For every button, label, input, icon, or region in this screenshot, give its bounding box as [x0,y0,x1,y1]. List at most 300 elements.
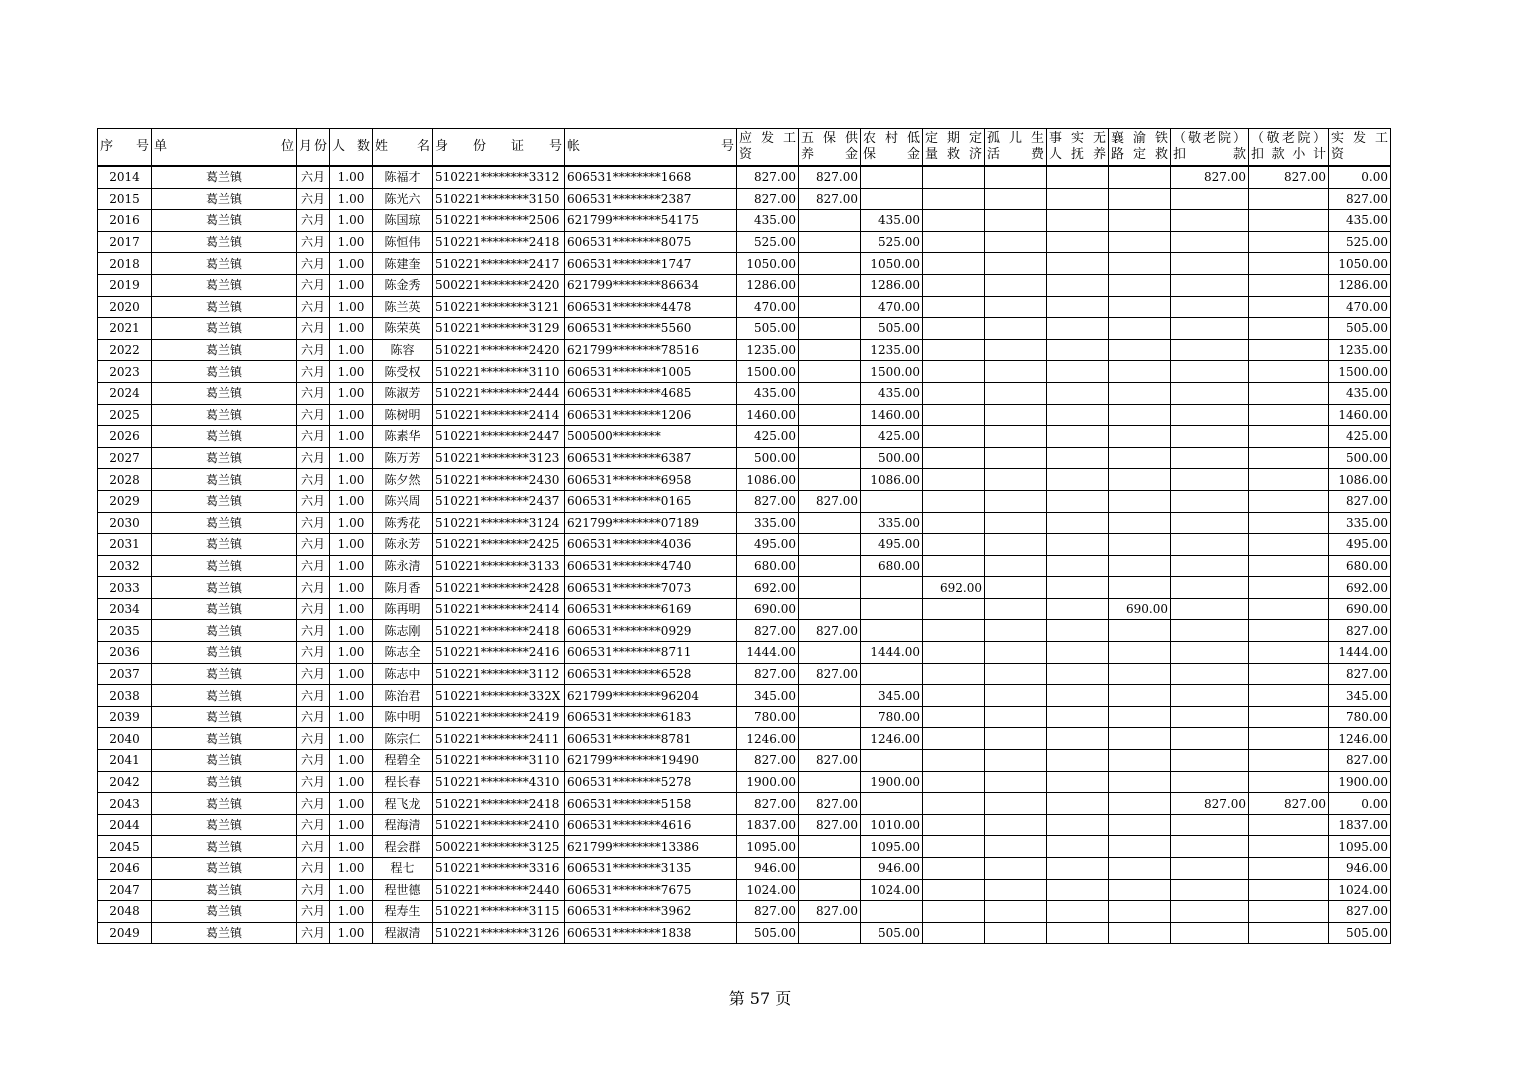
cell-id: 510221********2411 [433,728,565,750]
cell-wubao [799,555,861,577]
cell-xiangyu [1109,231,1171,253]
cell-gross: 470.00 [737,296,799,318]
cell-jlykk [1171,620,1249,642]
cell-dingqi [923,210,985,232]
cell-jlykk-subtotal [1249,188,1329,210]
cell-jlykk-subtotal [1249,728,1329,750]
cell-unit: 葛兰镇 [152,404,297,426]
cell-shishi [1047,814,1109,836]
cell-xiangyu [1109,793,1171,815]
cell-gross: 827.00 [737,793,799,815]
header-row [98,129,1391,167]
header-name-left: 姓 [375,139,389,154]
cell-jlykk: 827.00 [1171,166,1249,188]
cell-gross: 335.00 [737,512,799,534]
cell-persons: 1.00 [330,555,373,577]
cell-wubao [799,512,861,534]
cell-guer [985,771,1047,793]
cell-guer [985,426,1047,448]
cell-dingqi [923,814,985,836]
cell-guer [985,836,1047,858]
cell-account: 606531********2387 [565,188,737,210]
cell-persons: 1.00 [330,750,373,772]
table-header [98,129,1391,167]
cell-shishi [1047,382,1109,404]
cell-wubao: 827.00 [799,166,861,188]
cell-jlykk-subtotal [1249,555,1329,577]
cell-xiangyu [1109,685,1171,707]
cell-account: 606531********3962 [565,901,737,923]
cell-shishi [1047,836,1109,858]
cell-account: 621799********07189 [565,512,737,534]
cell-month: 六月 [297,793,330,815]
cell-month: 六月 [297,858,330,880]
cell-dibao: 525.00 [861,231,923,253]
cell-month: 六月 [297,685,330,707]
cell-seq: 2046 [98,858,152,880]
cell-account: 606531********4478 [565,296,737,318]
cell-name: 陈容 [373,339,433,361]
cell-dingqi [923,296,985,318]
header-c10-line1: 实 发 工 [1331,131,1388,146]
cell-shishi [1047,512,1109,534]
cell-id: 510221********2417 [433,253,565,275]
header-c6 [1047,129,1109,167]
cell-id: 510221********2419 [433,706,565,728]
cell-seq: 2033 [98,577,152,599]
cell-wubao [799,231,861,253]
cell-account: 606531********4036 [565,534,737,556]
cell-wubao [799,728,861,750]
cell-jlykk [1171,642,1249,664]
table-row [98,512,1391,534]
table-row [98,253,1391,275]
cell-net: 425.00 [1329,426,1391,448]
table-row [98,728,1391,750]
table-row [98,447,1391,469]
cell-net: 435.00 [1329,210,1391,232]
table-body [98,166,1391,944]
cell-unit: 葛兰镇 [152,512,297,534]
cell-jlykk-subtotal: 827.00 [1249,166,1329,188]
cell-jlykk-subtotal [1249,642,1329,664]
cell-jlykk [1171,771,1249,793]
cell-unit: 葛兰镇 [152,469,297,491]
cell-id: 510221********2428 [433,577,565,599]
cell-gross: 690.00 [737,598,799,620]
cell-net: 1024.00 [1329,879,1391,901]
cell-month: 六月 [297,426,330,448]
cell-gross: 500.00 [737,447,799,469]
cell-shishi [1047,490,1109,512]
cell-net: 505.00 [1329,318,1391,340]
cell-jlykk-subtotal [1249,339,1329,361]
cell-account: 621799********78516 [565,339,737,361]
cell-unit: 葛兰镇 [152,188,297,210]
cell-gross: 680.00 [737,555,799,577]
cell-dingqi [923,447,985,469]
cell-persons: 1.00 [330,728,373,750]
cell-dingqi [923,361,985,383]
cell-shishi [1047,296,1109,318]
cell-jlykk [1171,901,1249,923]
cell-month: 六月 [297,642,330,664]
cell-wubao [799,404,861,426]
cell-account: 621799********86634 [565,274,737,296]
cell-unit: 葛兰镇 [152,210,297,232]
cell-account: 606531********8781 [565,728,737,750]
cell-shishi [1047,771,1109,793]
cell-unit: 葛兰镇 [152,382,297,404]
cell-id: 510221********2410 [433,814,565,836]
cell-account: 606531********4685 [565,382,737,404]
cell-unit: 葛兰镇 [152,922,297,944]
cell-unit: 葛兰镇 [152,318,297,340]
table-row [98,339,1391,361]
cell-jlykk-subtotal [1249,598,1329,620]
cell-persons: 1.00 [330,901,373,923]
cell-gross: 1837.00 [737,814,799,836]
cell-account: 606531********6169 [565,598,737,620]
cell-seq: 2028 [98,469,152,491]
cell-dibao: 1050.00 [861,253,923,275]
cell-shishi [1047,253,1109,275]
cell-unit: 葛兰镇 [152,426,297,448]
cell-jlykk-subtotal [1249,750,1329,772]
cell-account: 606531********8711 [565,642,737,664]
cell-gross: 1500.00 [737,361,799,383]
header-c7-line1: 襄 渝 铁 [1111,131,1168,146]
cell-month: 六月 [297,534,330,556]
cell-net: 827.00 [1329,901,1391,923]
cell-gross: 1024.00 [737,879,799,901]
cell-xiangyu [1109,382,1171,404]
cell-account: 621799********96204 [565,685,737,707]
cell-net: 827.00 [1329,663,1391,685]
cell-month: 六月 [297,706,330,728]
cell-dibao [861,750,923,772]
cell-jlykk [1171,210,1249,232]
cell-xiangyu [1109,490,1171,512]
cell-dibao: 680.00 [861,555,923,577]
cell-dibao: 345.00 [861,685,923,707]
cell-id: 510221********3316 [433,858,565,880]
cell-wubao: 827.00 [799,620,861,642]
cell-seq: 2017 [98,231,152,253]
cell-shishi [1047,404,1109,426]
cell-net: 1050.00 [1329,253,1391,275]
cell-net: 470.00 [1329,296,1391,318]
cell-name: 陈恒伟 [373,231,433,253]
cell-net: 500.00 [1329,447,1391,469]
cell-shishi [1047,188,1109,210]
cell-shishi [1047,534,1109,556]
cell-wubao [799,296,861,318]
cell-xiangyu [1109,750,1171,772]
cell-name: 陈万芳 [373,447,433,469]
cell-seq: 2037 [98,663,152,685]
cell-seq: 2043 [98,793,152,815]
cell-unit: 葛兰镇 [152,577,297,599]
cell-guer [985,620,1047,642]
cell-unit: 葛兰镇 [152,685,297,707]
cell-wubao [799,426,861,448]
cell-shishi [1047,858,1109,880]
cell-dingqi [923,166,985,188]
cell-guer [985,382,1047,404]
cell-shishi [1047,922,1109,944]
cell-wubao [799,836,861,858]
cell-shishi [1047,793,1109,815]
cell-gross: 1235.00 [737,339,799,361]
cell-unit: 葛兰镇 [152,706,297,728]
cell-wubao: 827.00 [799,750,861,772]
cell-name: 程淑清 [373,922,433,944]
cell-xiangyu [1109,706,1171,728]
cell-id: 510221********3123 [433,447,565,469]
cell-net: 435.00 [1329,382,1391,404]
cell-net: 1235.00 [1329,339,1391,361]
cell-dingqi [923,490,985,512]
cell-dingqi [923,555,985,577]
cell-net: 1460.00 [1329,404,1391,426]
cell-seq: 2039 [98,706,152,728]
table-row [98,296,1391,318]
cell-jlykk [1171,922,1249,944]
cell-name: 陈月香 [373,577,433,599]
cell-gross: 692.00 [737,577,799,599]
cell-net: 0.00 [1329,793,1391,815]
cell-month: 六月 [297,447,330,469]
cell-guer [985,361,1047,383]
cell-persons: 1.00 [330,879,373,901]
cell-dingqi [923,469,985,491]
cell-wubao [799,771,861,793]
cell-dingqi [923,685,985,707]
cell-unit: 葛兰镇 [152,750,297,772]
cell-account: 606531********3135 [565,858,737,880]
cell-persons: 1.00 [330,620,373,642]
cell-net: 827.00 [1329,490,1391,512]
cell-guer [985,555,1047,577]
cell-dingqi [923,382,985,404]
cell-dibao [861,490,923,512]
cell-gross: 505.00 [737,922,799,944]
table-row [98,188,1391,210]
cell-persons: 1.00 [330,490,373,512]
cell-account: 606531********1747 [565,253,737,275]
header-c10 [1329,129,1391,167]
cell-guer [985,512,1047,534]
cell-name: 陈志刚 [373,620,433,642]
table-row [98,555,1391,577]
cell-dibao: 500.00 [861,447,923,469]
cell-unit: 葛兰镇 [152,490,297,512]
cell-id: 510221********2447 [433,426,565,448]
cell-month: 六月 [297,512,330,534]
cell-guer [985,318,1047,340]
cell-jlykk-subtotal [1249,534,1329,556]
cell-dibao [861,166,923,188]
cell-name: 陈志全 [373,642,433,664]
cell-wubao [799,274,861,296]
header-c8 [1171,129,1249,167]
cell-dingqi [923,879,985,901]
cell-guer [985,339,1047,361]
cell-month: 六月 [297,253,330,275]
cell-id: 510221********2444 [433,382,565,404]
cell-xiangyu [1109,166,1171,188]
cell-jlykk: 827.00 [1171,793,1249,815]
cell-seq: 2036 [98,642,152,664]
cell-month: 六月 [297,318,330,340]
cell-guer [985,750,1047,772]
cell-month: 六月 [297,339,330,361]
cell-month: 六月 [297,663,330,685]
table-row [98,620,1391,642]
cell-month: 六月 [297,274,330,296]
cell-id: 510221********332X [433,685,565,707]
cell-jlykk [1171,469,1249,491]
cell-xiangyu [1109,318,1171,340]
header-c4-line2: 量 救 济 [925,147,982,162]
cell-unit: 葛兰镇 [152,598,297,620]
cell-month: 六月 [297,490,330,512]
cell-account: 606531********6958 [565,469,737,491]
header-unit-left: 单 [154,139,168,154]
cell-seq: 2042 [98,771,152,793]
cell-id: 510221********3115 [433,901,565,923]
cell-wubao [799,447,861,469]
cell-id: 510221********2425 [433,534,565,556]
cell-persons: 1.00 [330,534,373,556]
cell-net: 1900.00 [1329,771,1391,793]
cell-unit: 葛兰镇 [152,231,297,253]
cell-persons: 1.00 [330,426,373,448]
cell-gross: 435.00 [737,382,799,404]
cell-net: 827.00 [1329,620,1391,642]
cell-shishi [1047,728,1109,750]
cell-dibao [861,793,923,815]
cell-xiangyu [1109,922,1171,944]
cell-month: 六月 [297,361,330,383]
cell-seq: 2023 [98,361,152,383]
cell-name: 陈永清 [373,555,433,577]
cell-gross: 435.00 [737,210,799,232]
cell-dibao: 1286.00 [861,274,923,296]
cell-jlykk-subtotal [1249,447,1329,469]
cell-dingqi [923,901,985,923]
cell-id: 510221********3126 [433,922,565,944]
cell-gross: 495.00 [737,534,799,556]
cell-dibao [861,188,923,210]
cell-jlykk [1171,534,1249,556]
cell-persons: 1.00 [330,858,373,880]
cell-id: 510221********2506 [433,210,565,232]
cell-net: 1837.00 [1329,814,1391,836]
cell-dibao [861,598,923,620]
cell-persons: 1.00 [330,382,373,404]
cell-dibao: 1235.00 [861,339,923,361]
cell-name: 陈树明 [373,404,433,426]
cell-persons: 1.00 [330,318,373,340]
cell-jlykk [1171,685,1249,707]
cell-jlykk [1171,490,1249,512]
cell-wubao [799,318,861,340]
cell-unit: 葛兰镇 [152,555,297,577]
cell-shishi [1047,663,1109,685]
cell-name: 陈建奎 [373,253,433,275]
header-c9-line2: 扣 款 小 计 [1251,147,1326,162]
cell-seq: 2045 [98,836,152,858]
cell-month: 六月 [297,598,330,620]
cell-jlykk [1171,447,1249,469]
cell-persons: 1.00 [330,512,373,534]
cell-xiangyu [1109,534,1171,556]
cell-jlykk-subtotal [1249,922,1329,944]
header-id-label: 身 份 证 号 [435,139,562,154]
table-row [98,901,1391,923]
cell-account: 606531********1206 [565,404,737,426]
cell-guer [985,706,1047,728]
header-c2-line1: 五 保 供 [801,131,858,146]
header-c5-line1: 孤 儿 生 [987,131,1044,146]
table-row [98,577,1391,599]
cell-gross: 827.00 [737,620,799,642]
cell-account: 606531********1838 [565,922,737,944]
table-row [98,469,1391,491]
cell-id: 510221********2418 [433,793,565,815]
cell-persons: 1.00 [330,231,373,253]
cell-id: 510221********2440 [433,879,565,901]
cell-seq: 2026 [98,426,152,448]
cell-net: 525.00 [1329,231,1391,253]
page-number: 第 57 页 [728,989,792,1008]
cell-gross: 827.00 [737,750,799,772]
cell-jlykk [1171,426,1249,448]
cell-xiangyu [1109,188,1171,210]
cell-guer [985,231,1047,253]
cell-guer [985,274,1047,296]
table-row [98,426,1391,448]
cell-net: 946.00 [1329,858,1391,880]
cell-id: 510221********2420 [433,339,565,361]
cell-dingqi [923,534,985,556]
header-seq-left: 序 [100,139,114,154]
cell-seq: 2018 [98,253,152,275]
cell-seq: 2015 [98,188,152,210]
cell-unit: 葛兰镇 [152,901,297,923]
table-row [98,771,1391,793]
cell-name: 陈光六 [373,188,433,210]
cell-unit: 葛兰镇 [152,361,297,383]
cell-gross: 345.00 [737,685,799,707]
cell-guer [985,814,1047,836]
cell-unit: 葛兰镇 [152,296,297,318]
cell-name: 程七 [373,858,433,880]
header-c9 [1249,129,1329,167]
cell-guer [985,447,1047,469]
cell-account: 621799********13386 [565,836,737,858]
cell-shishi [1047,750,1109,772]
cell-jlykk-subtotal [1249,318,1329,340]
cell-dingqi [923,836,985,858]
cell-gross: 1460.00 [737,404,799,426]
header-c5-line2: 活 费 [987,147,1044,162]
cell-id: 510221********2414 [433,404,565,426]
cell-seq: 2044 [98,814,152,836]
cell-dibao [861,577,923,599]
